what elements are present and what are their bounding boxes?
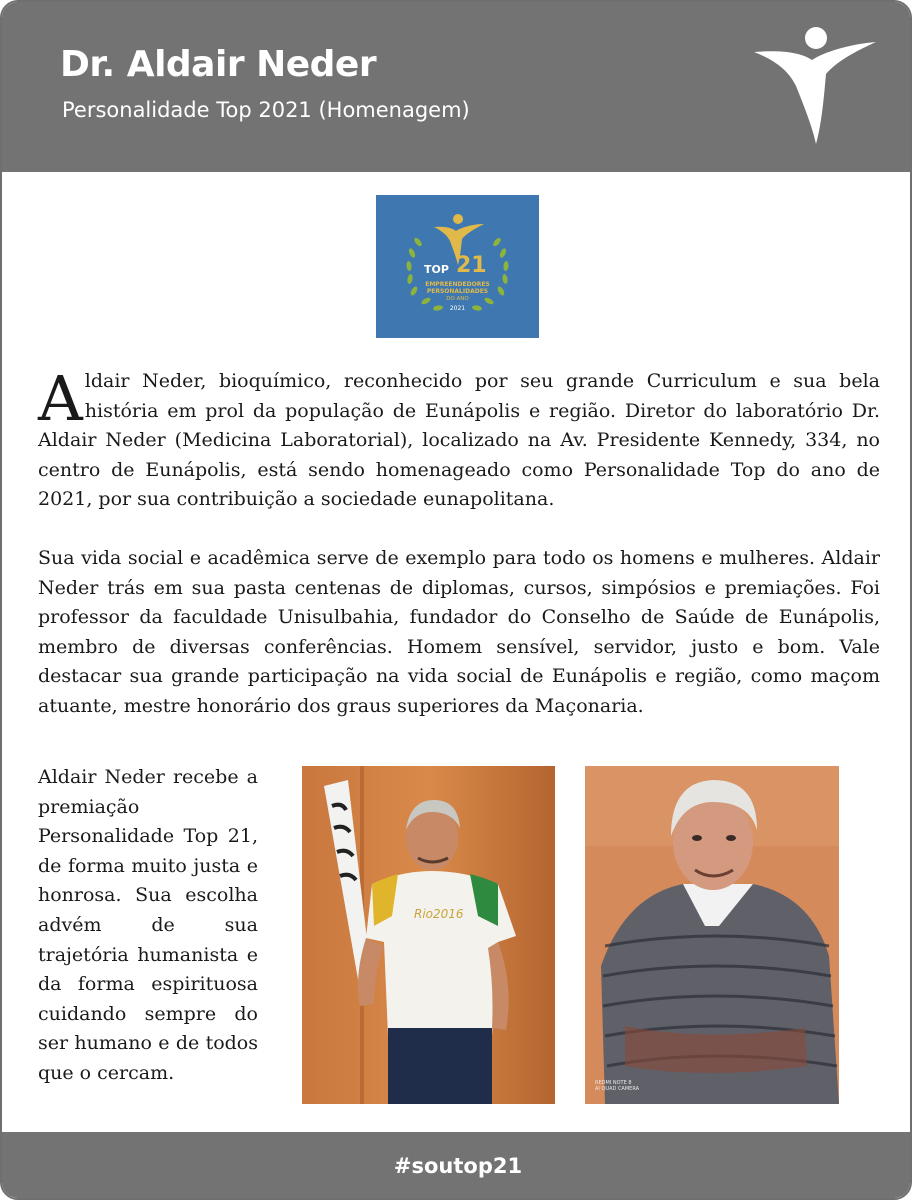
badge-number: 21	[456, 253, 487, 278]
badge-line-2: PERSONALIDADES	[426, 288, 489, 295]
badge-top-label: TOP	[424, 263, 449, 276]
paragraph-biography: Sua vida social e acadêmica serve de exemplo para todo os homens e mulheres. Aldair Neder trás em sua pasta centenas de diplomas, cursos, simpósios e premiações. Foi professor da faculdade Unisulbahia, fundador do Conselho de Saúde de Eunápolis, membro de diversas conferências. Homem sensível, servidor, justo e bom. Vale destacar sua grande participação na vida social de Eunápolis e região, como maçom atuante, mestre honorário dos graus superiores da Maçonaria.	[38, 547, 880, 717]
badge-year: 2021	[449, 305, 466, 312]
photo-portrait	[585, 766, 839, 1104]
footer-hashtag: #soutop21	[393, 1154, 523, 1178]
paragraph-intro-text: ldair Neder, bioquímico, reconhecido por seu grande Curriculum e sua bela história em prol da população de Eunápolis e região. Diretor do laboratório Dr. Aldair Neder (Medicina Laboratorial), localizado na Av. Presidente Kennedy, 334, no centro de Eunápolis, está sendo homenageado como Personalidade Top do ano de 2021, por sua contribuição a sociedade eunapolitana.	[38, 370, 880, 511]
paragraph-award: Aldair Neder recebe a premiação Personalidade Top 21, de forma muito justa e honrosa. Sua escolha advém de sua trajetória humanista e da forma espirituosa cuidando sempre do ser humano e de todos que o cercam.	[38, 766, 258, 1084]
badge-line-3: DO ANO	[446, 296, 469, 302]
shirt-logo-text: Rio2016	[414, 907, 464, 921]
human-figure-icon	[750, 22, 880, 148]
photo-torch	[302, 766, 555, 1104]
page-title: Dr. Aldair Neder	[60, 44, 377, 85]
top21-badge	[376, 195, 539, 338]
page-subtitle: Personalidade Top 2021 (Homenagem)	[62, 98, 470, 122]
badge-line-1: EMPREENDEDORES	[425, 281, 490, 288]
header-bar	[2, 2, 912, 172]
camera-watermark: REDMI NOTE 8 AI QUAD CAMERA	[595, 1080, 640, 1092]
drop-cap: A	[38, 362, 83, 435]
paragraph-intro	[38, 362, 880, 515]
